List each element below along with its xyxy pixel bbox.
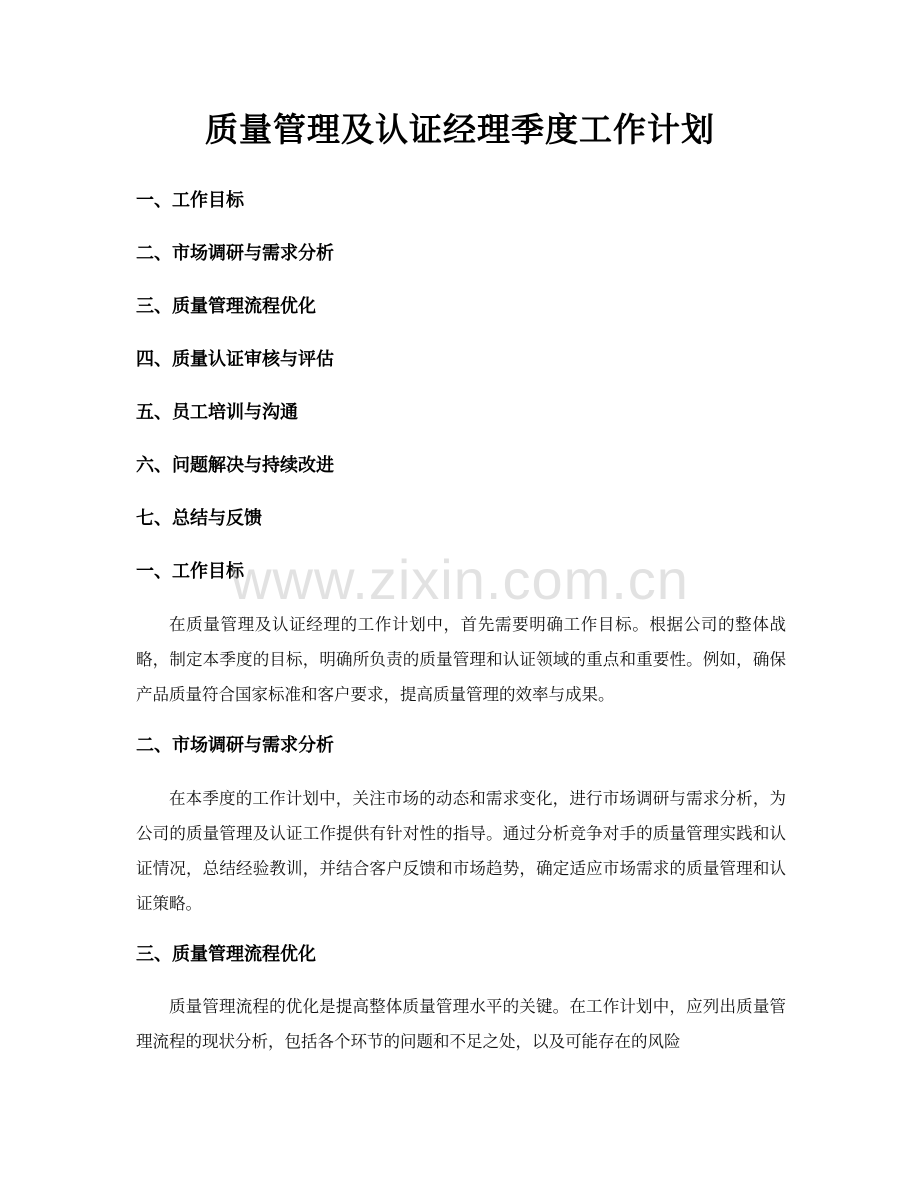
section-body-3: 质量管理流程的优化是提高整体质量管理水平的关键。在工作计划中，应列出质量管理流程的现状分析，包括各个环节的问题和不足之处，以及可能存在的风险 bbox=[136, 997, 786, 1051]
toc-item-4: 四、质量认证审核与评估 bbox=[136, 349, 334, 370]
section-heading-2: 二、市场调研与需求分析 bbox=[136, 735, 334, 756]
toc-item-7: 七、总结与反馈 bbox=[136, 508, 262, 529]
toc-item-1: 一、工作目标 bbox=[136, 190, 244, 211]
section-body-2: 在本季度的工作计划中，关注市场的动态和需求变化，进行市场调研与需求分析，为公司的质量管理及认证工作提供有针对性的指导。通过分析竞争对手的质量管理实践和认证情况，总结经验教训，并结合客户反馈和市场趋势，确定适应市场需求的质量管理和认证策略。 bbox=[136, 789, 786, 913]
section-heading-3: 三、质量管理流程优化 bbox=[136, 944, 316, 965]
section-body-1: 在质量管理及认证经理的工作计划中，首先需要明确工作目标。根据公司的整体战略，制定本季度的目标，明确所负责的质量管理和认证领域的重点和重要性。例如，确保产品质量符合国家标准和客户要求，提高质量管理的效率与成果。 bbox=[136, 615, 786, 704]
toc-item-6: 六、问题解决与持续改进 bbox=[136, 455, 334, 476]
toc-item-3: 三、质量管理流程优化 bbox=[136, 296, 316, 317]
toc-item-2: 二、市场调研与需求分析 bbox=[136, 243, 334, 264]
toc-item-5: 五、员工培训与沟通 bbox=[136, 402, 298, 423]
section-heading-1: 一、工作目标 bbox=[136, 561, 244, 582]
page-title: 质量管理及认证经理季度工作计划 bbox=[205, 110, 715, 149]
watermark: www.zixin.com.cn bbox=[231, 548, 689, 611]
